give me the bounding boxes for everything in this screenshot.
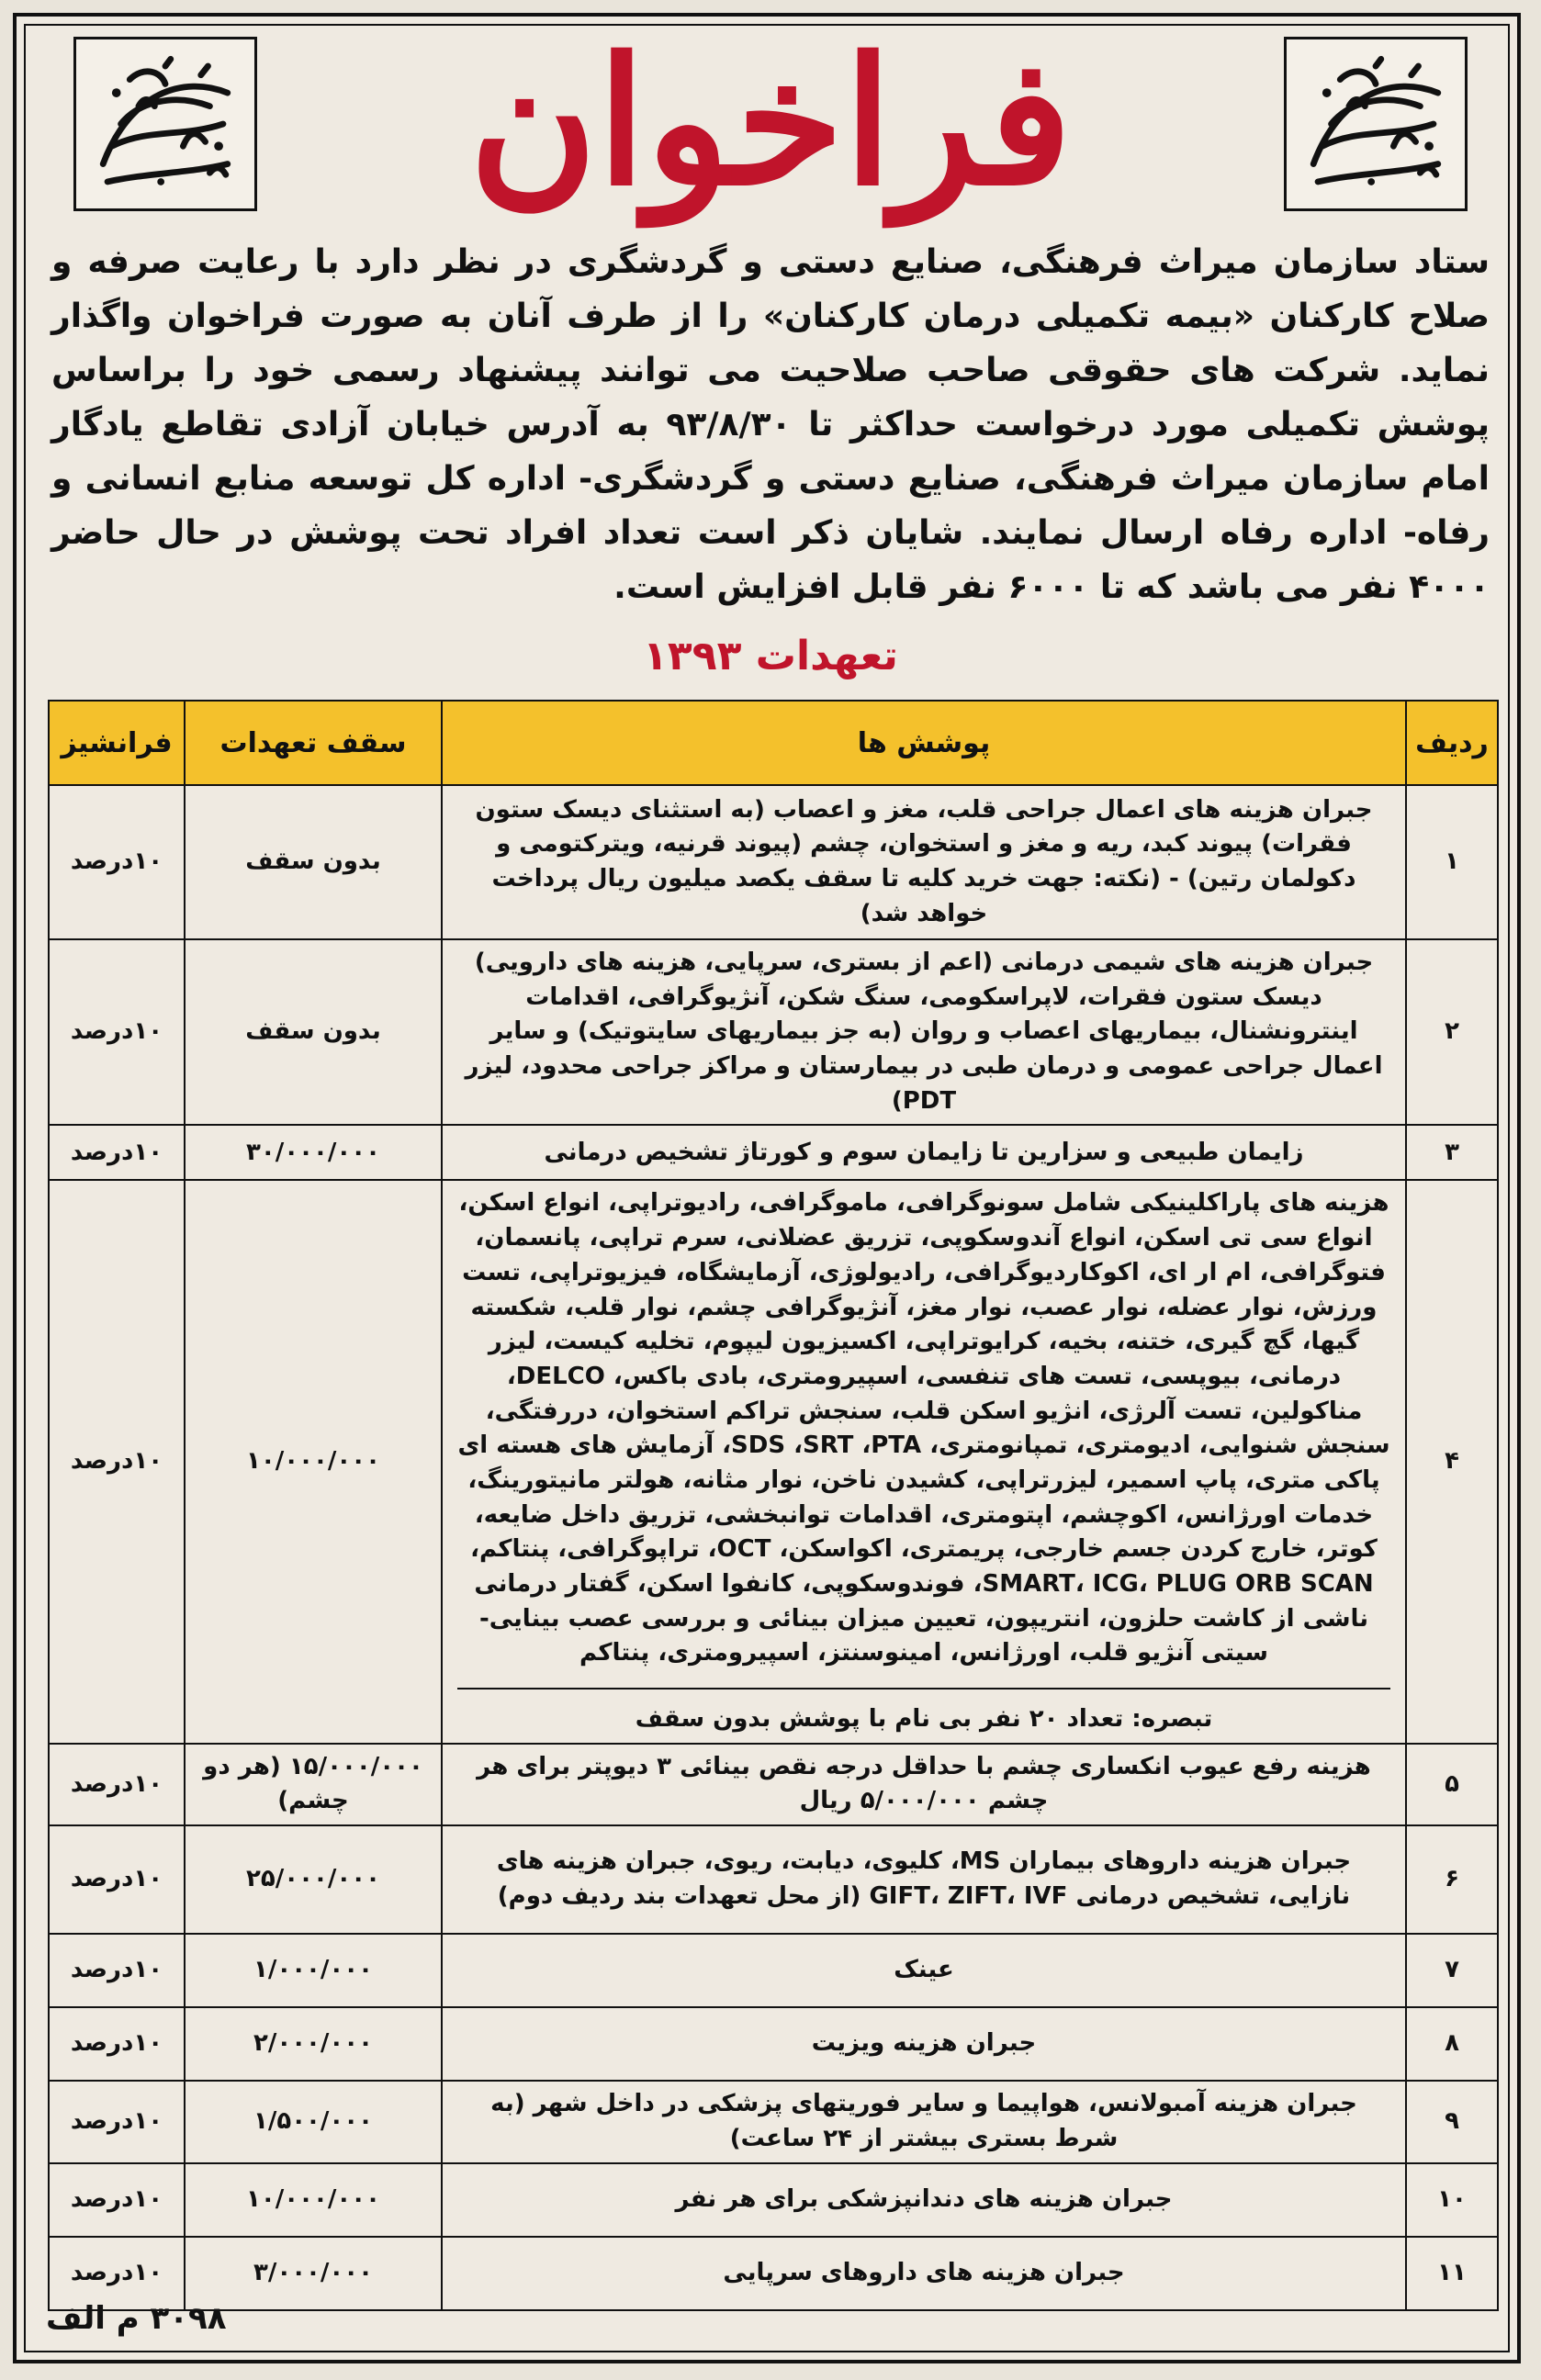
franchise-value: ۱۰درصد [49, 1825, 185, 1934]
header-coverage: پوشش ها [442, 701, 1406, 785]
cap-value: ۱/۰۰۰/۰۰۰ [185, 1934, 442, 2007]
table-row [49, 2007, 1498, 2081]
cap-value: ۱۰/۰۰۰/۰۰۰ [185, 1180, 442, 1743]
row-number: ۱ [1406, 785, 1498, 939]
row-number: ۵ [1406, 1744, 1498, 1825]
coverage-description: جبران هزینه های شیمی درمانی (اعم از بستری، سرپایی، هزینه های دارویی) دیسک ستون فقرات، لاپراسکومی، سنگ شکن، آنژیوگرافی، اقدامات اینترونشنال، بیماریهای اعصاب و روان (به جز بیماریهای سایتوتیک) و سایر اعمال جراحی عمومی و درمان طبی در بیمارستان و مراکز جراحی محدود، لیزر PDT) [442, 939, 1406, 1125]
row-number: ۱۱ [1406, 2237, 1498, 2310]
coverage-description [442, 1180, 1406, 1743]
franchise-value: ۱۰درصد [49, 2081, 185, 2162]
table-row [49, 1180, 1498, 1743]
coverage-description: جبران هزینه داروهای بیماران MS، کلیوی، دیابت، ریوی، جبران هزینه های نازایی، تشخیص درمانی GIFT، ZIFT، IVF (از محل تعهدات بند ردیف دوم) [442, 1825, 1406, 1934]
commitments-subtitle: تعهدات ۱۳۹۳ [643, 633, 898, 679]
cap-value: ۲/۰۰۰/۰۰۰ [185, 2007, 442, 2081]
row-number: ۶ [1406, 1825, 1498, 1934]
cap-value: بدون سقف [185, 939, 442, 1125]
franchise-value: ۱۰درصد [49, 939, 185, 1125]
franchise-value: ۱۰درصد [49, 1934, 185, 2007]
franchise-value: ۱۰درصد [49, 2007, 185, 2081]
calligraphy-emblem-icon [1287, 39, 1465, 208]
coverage-description: زایمان طبیعی و سزارین تا زایمان سوم و کورتاژ تشخیص درمانی [442, 1125, 1406, 1180]
cap-value: ۱/۵۰۰/۰۰۰ [185, 2081, 442, 2162]
organization-logo-left [73, 37, 257, 211]
coverage-note: تبصره: تعداد ۲۰ نفر بی نام با پوشش بدون سقف [457, 1688, 1390, 1737]
calligraphy-emblem-icon [76, 39, 254, 208]
intro-paragraph: ستاد سازمان میراث فرهنگی، صنایع دستی و گردشگری در نظر دارد با رعایت صرفه و صلاح کارکنان «بیمه تکمیلی درمان کارکنان» را از طرف آنان به صورت فراخوان واگذار نماید. شرکت های حقوقی صاحب صلاحیت می توانند پیشنهاد رسمی خود را براساس پوشش تکمیلی مورد درخواست حداکثر تا ۹۳/۸/۳۰ به آدرس خیابان آزادی تقاطع یادگار امام سازمان میراث فرهنگی، صنایع دستی و گردشگری- اداره کل توسعه منابع انسانی و رفاه- اداره رفاه ارسال نمایند. شایان ذکر است تعداد افراد تحت پوشش در حال حاضر ۴۰۰۰ نفر می باشد که تا ۶۰۰۰ نفر قابل افزایش است. [51, 243, 1490, 606]
header-row-number: ردیف [1406, 701, 1498, 785]
cap-value: ۱۵/۰۰۰/۰۰۰ (هر دو چشم) [185, 1744, 442, 1825]
cap-value: ۱۰/۰۰۰/۰۰۰ [185, 2163, 442, 2237]
franchise-value: ۱۰درصد [49, 1744, 185, 1825]
organization-logo-right [1284, 37, 1468, 211]
cap-value: ۳۰/۰۰۰/۰۰۰ [185, 1125, 442, 1180]
franchise-value: ۱۰درصد [49, 2163, 185, 2237]
table-row [49, 2081, 1498, 2162]
table-header-row [49, 701, 1498, 785]
table-row [49, 1825, 1498, 1934]
coverage-description: عینک [442, 1934, 1406, 2007]
franchise-value: ۱۰درصد [49, 785, 185, 939]
cap-value: بدون سقف [185, 785, 442, 939]
coverage-table [48, 700, 1499, 2311]
row-number: ۹ [1406, 2081, 1498, 2162]
publication-code: ۳۰۹۸ م الف [46, 2300, 227, 2337]
coverage-description: جبران هزینه های داروهای سرپایی [442, 2237, 1406, 2310]
coverage-description-text: هزینه های پاراکلینیکی شامل سونوگرافی، ماموگرافی، رادیوتراپی، انواع اسکن، انواع سی تی اسکن، انواع آندوسکوپی، تزریق عضلانی، سرم تراپی، پانسمان، فتوگرافی، ام ار ای، اکوکاردیوگرافی، رادیولوژی، آزمایشگاه، فیزیوتراپی، تست ورزش، نوار عضله، نوار عصب، نوار مغز، آنژیوگرافی چشم، نوار قلب، شکسته گیها، گچ گیری، ختنه، بخیه، کرایوتراپی، اکسیزیون لیپوم، تخلیه کیست، لیزر درمانی، بیوپسی، تست های تنفسی، اسپیرومتری، بادی باکس، DELCO، مناکولین، تست آلرژی، انژیو اسکن قلب، سنجش تراکم استخوان، دررفتگی، سنجش شنوایی، ادیومتری، تمپانومتری، SDS ،SRT ،PTA، آزمایش های هسته ای پاکی متری، پاپ اسمیر، لیزرتراپی، کشیدن ناخن، نوار مثانه، هولتر مانیتورینگ، خدمات اورژانس، اکوچشم، اپتومتری، اقدامات توانبخشی، تزریق داخل ضایعه، کوتر، خارج کردن جسم خارجی، پریمتری، اکواسکن، OCT، تراپوگرافی، پنتاکم، SMART، ICG، PLUG ORB SCAN، فوندوسکوپی، کانفوا اسکن، گفتار درمانی ناشی از کاشت حلزون، انتریپون، تعیین میزان بینائی و بررسی عصب بینایی- سیتی آنژیو قلب، اورژانس، امینوسنتز، اسپیرومتری، پنتاکم [457, 1189, 1390, 1667]
franchise-value: ۱۰درصد [49, 1125, 185, 1180]
header-franchise: فرانشیز [49, 701, 185, 785]
table-row [49, 939, 1498, 1125]
table-row [49, 1125, 1498, 1180]
row-number: ۷ [1406, 1934, 1498, 2007]
header-cap: سقف تعهدات [185, 701, 442, 785]
table-row [49, 2163, 1498, 2237]
table-row [49, 785, 1498, 939]
coverage-description: جبران هزینه های دندانپزشکی برای هر نفر [442, 2163, 1406, 2237]
coverage-table-wrapper [48, 700, 1497, 2286]
coverage-description: هزینه رفع عیوب انکساری چشم با حداقل درجه نقص بینائی ۳ دیوپتر برای هر چشم ۵/۰۰۰/۰۰۰ ریال [442, 1744, 1406, 1825]
franchise-value: ۱۰درصد [49, 2237, 185, 2310]
row-number: ۱۰ [1406, 2163, 1498, 2237]
cap-value: ۳/۰۰۰/۰۰۰ [185, 2237, 442, 2310]
franchise-value: ۱۰درصد [49, 1180, 185, 1743]
row-number: ۴ [1406, 1180, 1498, 1743]
table-row [49, 1744, 1498, 1825]
row-number: ۳ [1406, 1125, 1498, 1180]
coverage-description: جبران هزینه آمبولانس، هواپیما و سایر فوریتهای پزشکی در داخل شهر (به شرط بستری بیشتر از ۲۴ ساعت) [442, 2081, 1406, 2162]
row-number: ۲ [1406, 939, 1498, 1125]
cap-value: ۲۵/۰۰۰/۰۰۰ [185, 1825, 442, 1934]
row-number: ۸ [1406, 2007, 1498, 2081]
coverage-description: جبران هزینه ویزیت [442, 2007, 1406, 2081]
table-row [49, 1934, 1498, 2007]
notice-title: فراخوان [468, 19, 1073, 224]
coverage-description: جبران هزینه های اعمال جراحی قلب، مغز و اعصاب (به استثنای دیسک ستون فقرات) پیوند کبد، ریه و مغز و استخوان، چشم (پیوند قرنیه، ویترکتومی و دکولمان رتین) - (نکته: جهت خرید کلیه تا سقف یکصد میلیون ریال پرداخت خواهد شد) [442, 785, 1406, 939]
